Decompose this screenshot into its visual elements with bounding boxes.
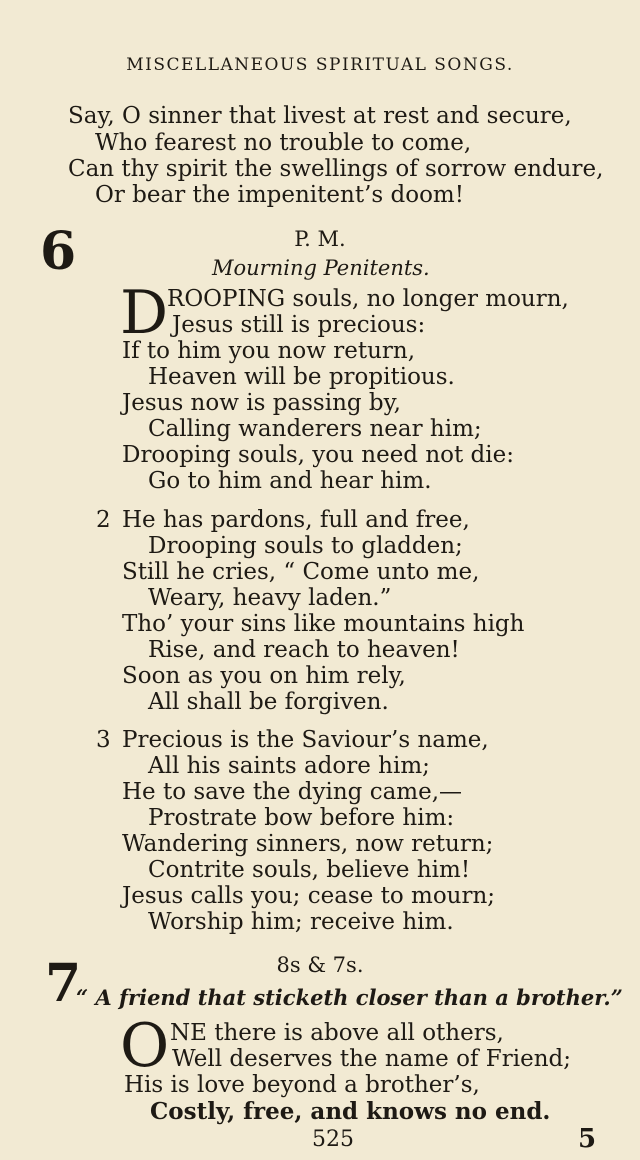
hymn-number: 6 (40, 221, 77, 282)
running-title: MISCELLANEOUS SPIRITUAL SONGS. (126, 55, 514, 75)
verse-line: If to him you now return, (122, 338, 416, 364)
verse-line: Drooping souls, you need not die: (122, 442, 514, 468)
verse-line: Jesus now is passing by, (122, 390, 401, 416)
verse-line: Worship him; receive him. (148, 909, 454, 935)
verse-line: Wandering sinners, now return; (122, 831, 494, 857)
verse-line: Contrite souls, believe him! (148, 857, 471, 883)
verse-line: Well deserves the name of Friend; (172, 1046, 571, 1072)
verse-line: Calling wanderers near him; (148, 416, 482, 442)
verse-line: Go to him and hear him. (148, 468, 432, 494)
signature-mark: 5 (578, 1124, 597, 1154)
carry-over-line: Who fearest no trouble to come, (95, 130, 472, 156)
verse-line: Still he cries, “ Come unto me, (122, 559, 480, 585)
first-line: ROOPING souls, no longer mourn, (167, 286, 569, 312)
verse-line: Jesus still is precious: (172, 312, 426, 338)
verse-line: Soon as you on him rely, (122, 663, 406, 689)
verse-line: Heaven will be propitious. (148, 364, 455, 390)
verse-line: He to save the dying came,— (122, 779, 463, 805)
hymn-meter: 8s & 7s. (276, 953, 364, 977)
stanza-number: 2 (96, 507, 111, 533)
verse-line: All his saints adore him; (148, 753, 430, 779)
carry-over-line: Say, O sinner that livest at rest and secure, (68, 103, 572, 129)
verse-line: Costly, free, and knows no end. (150, 1098, 551, 1125)
verse-line: His is love beyond a brother’s, (124, 1072, 480, 1098)
stanza-number: 3 (96, 727, 111, 753)
hymn-meter: P. M. (294, 227, 346, 251)
hymn-title: “ A friend that sticketh closer than a brother.” (76, 985, 623, 1010)
verse-line: He has pardons, full and free, (122, 507, 470, 533)
page-number: 525 (312, 1127, 354, 1152)
carry-over-line: Or bear the impenitent’s doom! (95, 182, 464, 208)
verse-line: Precious is the Saviour’s name, (122, 727, 489, 753)
verse-line: Prostrate bow before him: (148, 805, 455, 831)
verse-line: Jesus calls you; cease to mourn; (122, 883, 496, 909)
verse-line: Tho’ your sins like mountains high (122, 611, 525, 637)
drop-cap: O (120, 1011, 170, 1081)
carry-over-line: Can thy spirit the swellings of sorrow endure, (68, 156, 604, 182)
drop-cap: D (120, 278, 169, 348)
hymn-number: 7 (45, 953, 82, 1014)
hymn-title: Mourning Penitents. (212, 256, 430, 280)
verse-line: Rise, and reach to heaven! (148, 637, 460, 663)
first-line: NE there is above all others, (170, 1020, 504, 1046)
verse-line: Weary, heavy laden.” (148, 585, 392, 611)
verse-line: All shall be forgiven. (148, 689, 389, 715)
verse-line: Drooping souls to gladden; (148, 533, 463, 559)
